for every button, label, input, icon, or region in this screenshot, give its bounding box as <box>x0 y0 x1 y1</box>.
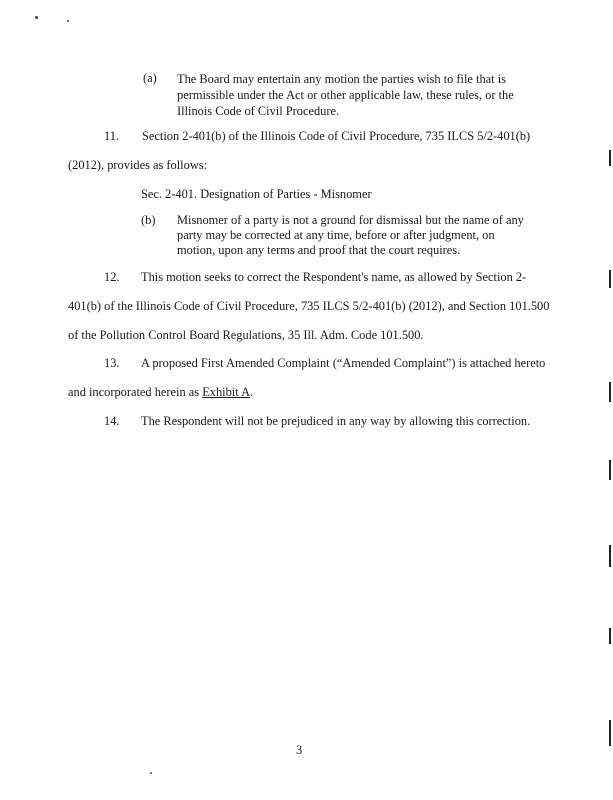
scan-speck <box>35 16 38 19</box>
subsection-a-marker: (a) <box>143 71 157 85</box>
paragraph-13-line1: A proposed First Amended Complaint (“Amended Complaint”) is attached hereto <box>141 356 546 370</box>
paragraph-13-line2-prefix: and incorporated herein as <box>68 385 203 399</box>
scan-edge-mark <box>609 628 611 644</box>
subsection-b-marker: (b) <box>141 213 156 227</box>
paragraph-14-number: 14. <box>104 414 120 428</box>
paragraph-13-number: 13. <box>104 356 120 370</box>
page-number: 3 <box>296 743 303 757</box>
scan-edge-mark <box>609 150 611 166</box>
scan-edge-mark <box>609 270 611 288</box>
exhibit-a-reference: Exhibit A <box>202 385 251 399</box>
paragraph-12-number: 12. <box>104 270 120 284</box>
scan-edge-mark <box>609 460 611 480</box>
subsection-a-text: The Board may entertain any motion the parties wish to file that is permissible under the Act or other applicable law, these rules, or the Illinois Code of Civil Procedure. <box>177 72 514 118</box>
paragraph-12-line2: 401(b) of the Illinois Code of Civil Procedure, 735 ILCS 5/2-401(b) (2012), and Section 101.500 <box>68 299 550 313</box>
paragraph-13-line2 <box>68 385 253 399</box>
scan-speck <box>67 20 69 22</box>
scan-speck <box>150 772 152 774</box>
paragraph-11-line2: (2012), provides as follows: <box>68 158 208 172</box>
paragraph-13-line2-suffix: . <box>250 385 254 399</box>
paragraph-11-number: 11. <box>104 129 120 143</box>
scan-edge-mark <box>609 382 611 402</box>
paragraph-12-line1: This motion seeks to correct the Respondent's name, as allowed by Section 2- <box>141 270 527 284</box>
paragraph-12-line3: of the Pollution Control Board Regulations, 35 Ill. Adm. Code 101.500. <box>68 328 424 342</box>
scan-edge-mark <box>609 545 611 567</box>
quoted-section-heading: Sec. 2-401. Designation of Parties - Misnomer <box>141 187 372 201</box>
paragraph-14-text: The Respondent will not be prejudiced in any way by allowing this correction. <box>141 414 531 428</box>
scan-edge-mark <box>609 720 611 746</box>
paragraph-11-line1: Section 2-401(b) of the Illinois Code of Civil Procedure, 735 ILCS 5/2-401(b) <box>142 129 531 143</box>
subsection-b-text: Misnomer of a party is not a ground for dismissal but the name of any party may be corrected at any time, before or after judgment, on motion, upon any terms and proof that the court requires. <box>177 213 524 257</box>
